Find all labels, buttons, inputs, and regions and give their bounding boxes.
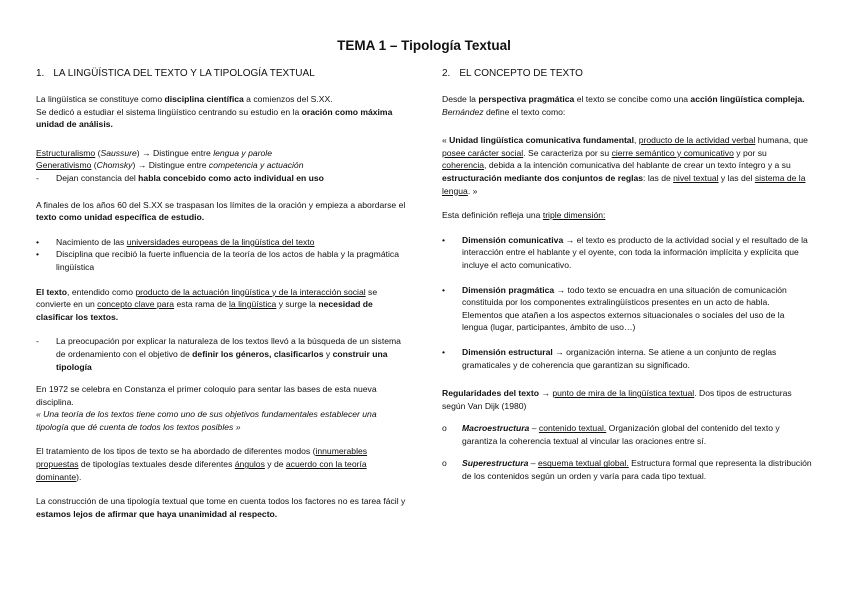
list-item: • Dimensión comunicativa → el texto es producto de la actividad social y el resultado de la interacción entre el hablante y el oyente, con toda la información implícita y explícita que incluye el acto comunicativo. (442, 234, 808, 270)
page-title: TEMA 1 – Tipología Textual (337, 38, 511, 53)
paragraph: A finales de los años 60 del S.XX se traspasan los límites de la oración y empieza a abordarse el texto como unidad específica de estudio. (36, 199, 406, 223)
paragraph: El texto, entendido como producto de la actuación lingüística y de la interacción social se convierte en un concepto clave para esta rama de la lingüística y surge la necesidad de clasificar los textos. (36, 286, 378, 322)
paragraph: Esta definición refleja una triple dimensión: (442, 210, 606, 221)
column-right (442, 67, 812, 483)
list-item: • Disciplina que recibió la fuerte influencia de la teoría de los actos de habla y la pragmática lingüística (36, 249, 399, 272)
section-heading-2: 2. EL CONCEPTO DE TEXTO (442, 68, 583, 79)
list-item: o Macroestructura – contenido textual. Organización global del contenido del texto y garantiza la coherencia textual al vincular las oraciones entre sí. (442, 423, 780, 446)
section-heading-1: 1. LA LINGÜÍSTICA DEL TEXTO Y LA TIPOLOGÍA TEXTUAL (36, 68, 315, 79)
paragraph: Regularidades del texto → punto de mira de la lingüística textual. Dos tipos de estructuras según Van Dijk (1980) (442, 388, 792, 411)
quote: « Unidad lingüística comunicativa fundamental, producto de la actividad verbal humana, que posee carácter social. Se caracteriza por su cierre semántico y comunicativo y por su coherencia, debida a la intención comunicativa del hablante de crear un texto íntegro y a su estructuración mediante dos conjuntos de reglas: las de nivel textual y las del sistema de la lengua. » (442, 135, 808, 196)
list-item: • Dimensión estructural → organización interna. Se atiene a un conjunto de reglas gramaticales y de coherencia que garantizan su significado. (442, 346, 777, 370)
paragraph: Desde la perspectiva pragmática el texto se concibe como una acción lingüística compleja. (442, 94, 805, 104)
list-item: • Nacimiento de las universidades europeas de la lingüística del texto (36, 236, 315, 247)
paragraph: El tratamiento de los tipos de texto se ha abordado de diferentes modos (innumerables propuestas de tipologías textuales desde diferentes ángulos y de acuerdo con la teoría dominante). (36, 446, 368, 482)
list-item: - Dejan constancia del habla concebido como acto individual en uso (36, 172, 324, 183)
paragraph: Bernández define el texto como: (442, 106, 566, 117)
list-item: - La preocupación por explicar la naturaleza de los textos llevó a la búsqueda de un sistema de ordenamiento con el objetivo de definir los géneros, clasificarlos y construir una tipología (36, 336, 401, 372)
column-left (36, 67, 406, 520)
list-item: o Superestructura – esquema textual global. Estructura formal que representa la distribución de los contenidos según un orden y varía para cada tipo textual. (442, 458, 812, 482)
paragraph: La construcción de una tipología textual que tome en cuenta todos los factores no es tarea fácil y estamos lejos de afirmar que haya unanimidad al respecto. (36, 496, 406, 519)
paragraph: La lingüística se constituye como disciplina científica a comienzos del S.XX. Se dedicó a estudiar el sistema lingüístico centrando su estudio en la oración como máxima unidad de análisis. (36, 94, 393, 130)
paragraph: Estructuralismo (Saussure) → Distingue entre lengua y parole Generativismo (Chomsky) → Distingue entre competencia y actuación (36, 147, 304, 171)
list-item: • Dimensión pragmática → todo texto se encuadra en una situación de comunicación constituida por los componentes extralingüísticos presentes en un acto de habla. Elementos que atañen a los aspectos externos situacionales o sociales del uso de la lengua (lugar, participantes, ámbito de uso…) (442, 284, 787, 333)
paragraph: En 1972 se celebra en Constanza el primer coloquio para sentar las bases de esta nueva disciplina. « Una teoría de los textos tiene como uno de sus objetivos fundamentales establecer una tipología que dé cuenta de todos los textos posibles » (36, 384, 377, 432)
